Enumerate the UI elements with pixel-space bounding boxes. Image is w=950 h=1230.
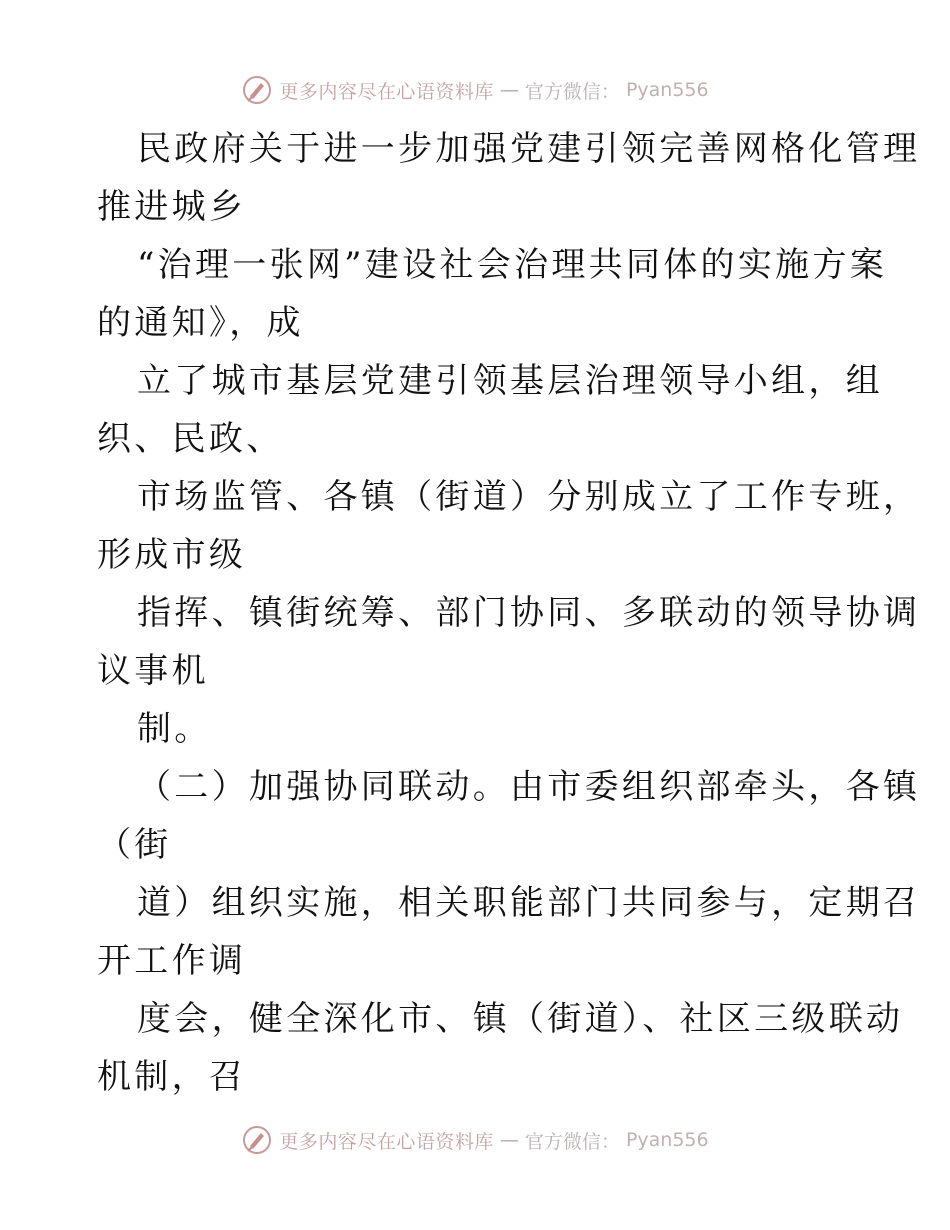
document-body xyxy=(97,120,921,1106)
document-line: 开工作调 xyxy=(97,941,247,981)
document-line: 形成市级 xyxy=(97,535,247,575)
document-line: 指挥、镇街统筹、部门协同、多联动的领导协调 xyxy=(137,593,921,633)
document-line: 议事机 xyxy=(97,651,209,691)
footer-watermark xyxy=(0,1120,950,1160)
watermark-separator: — xyxy=(499,79,519,101)
watermark-wechat-id: Pyan556 xyxy=(625,1129,709,1151)
pen-seal-icon xyxy=(241,1124,273,1156)
header-watermark xyxy=(0,70,950,110)
document-line: 市场监管、各镇（街道）分别成立了工作专班， xyxy=(137,477,921,517)
watermark-separator: — xyxy=(499,1129,519,1151)
watermark-brand-text: 更多内容尽在心语资料库 xyxy=(279,1130,494,1153)
document-line: （街 xyxy=(97,825,172,865)
document-line: 度会，健全深化市、镇（街道）、社区三级联动 xyxy=(137,999,904,1039)
watermark-wechat-label: 官方微信： xyxy=(524,80,620,103)
document-line: “治理一张网”建设社会治理共同体的实施方案 xyxy=(137,245,888,285)
document-line: 制。 xyxy=(137,709,212,749)
document-line: 立了城市基层党建引领基层治理领导小组，组 xyxy=(137,361,883,401)
document-line: 民政府关于进一步加强党建引领完善网格化管理 xyxy=(137,129,921,169)
document-line: 机制，召 xyxy=(97,1057,247,1097)
watermark-wechat-label: 官方微信： xyxy=(524,1130,620,1153)
document-line: 的通知》，成 xyxy=(97,303,304,343)
watermark-brand-text: 更多内容尽在心语资料库 xyxy=(279,80,494,103)
document-line: 织、民政、 xyxy=(97,419,284,459)
watermark-wechat-id: Pyan556 xyxy=(625,79,709,101)
pen-seal-icon xyxy=(241,74,273,106)
document-line: 道）组织实施，相关职能部门共同参与，定期召 xyxy=(137,883,921,923)
document-line: 推进城乡 xyxy=(97,187,247,227)
document-line: （二）加强协同联动。由市委组织部牵头，各镇 xyxy=(137,767,921,807)
